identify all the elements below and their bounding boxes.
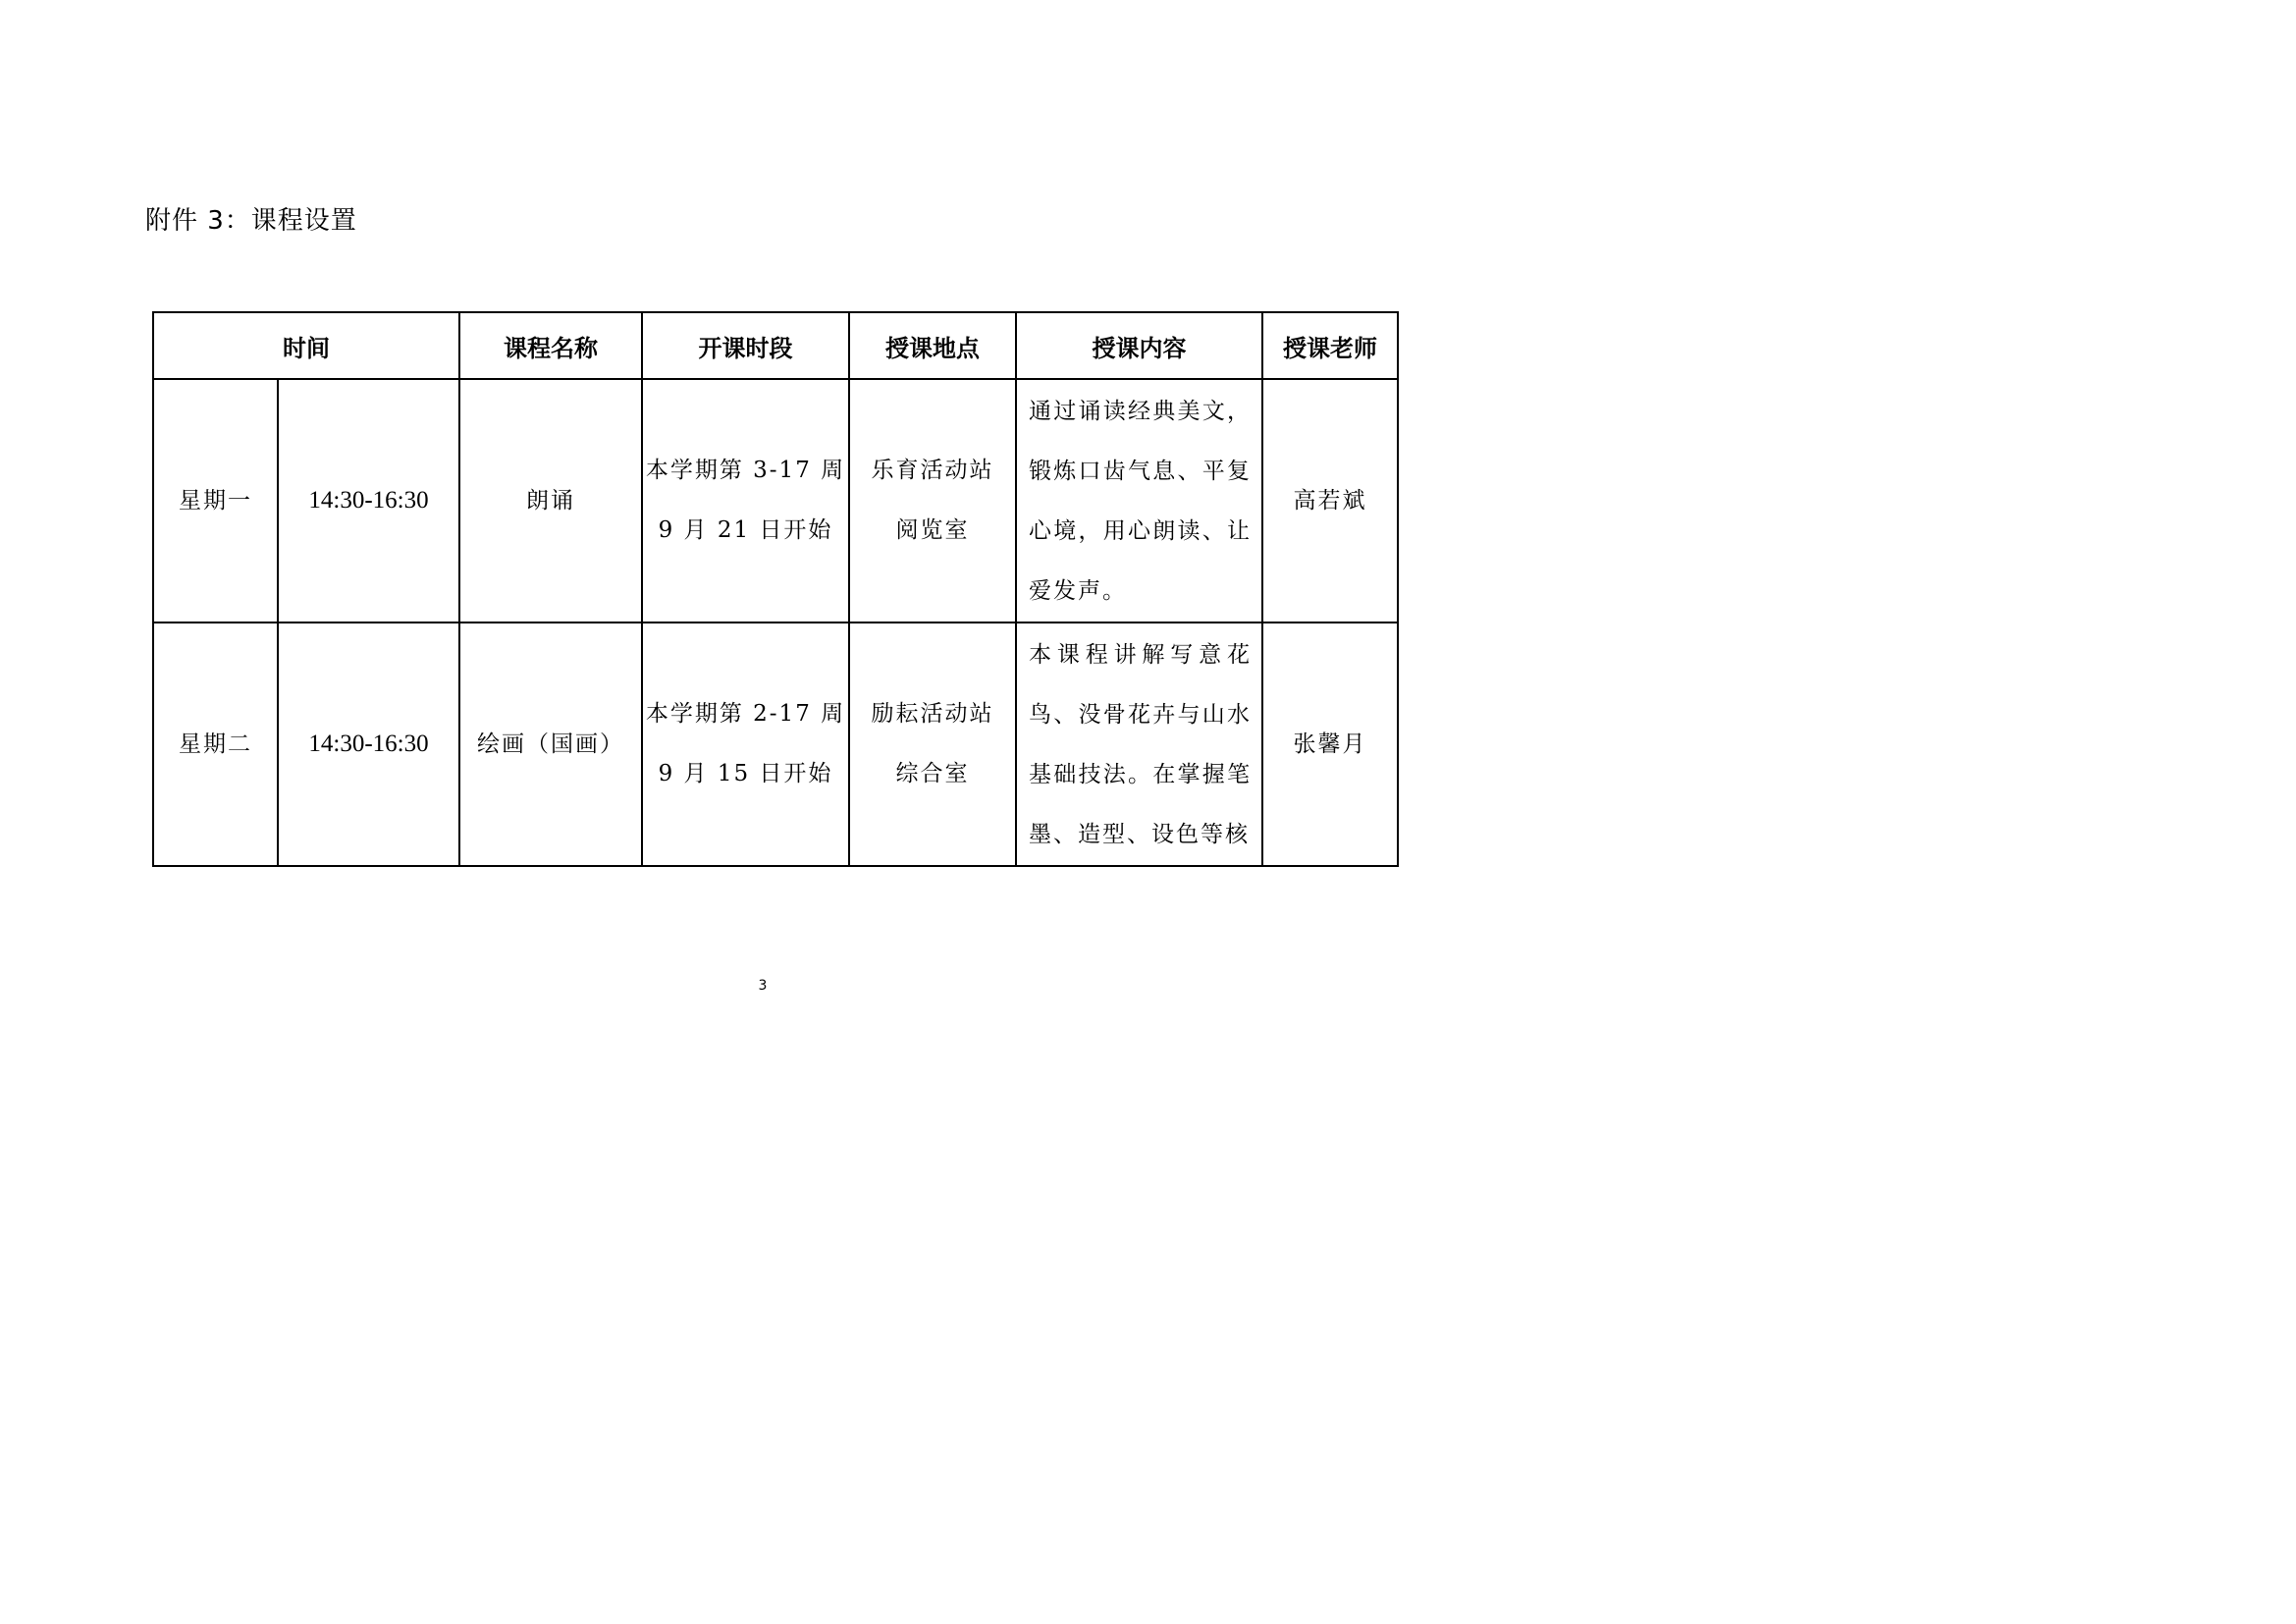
time-cell (278, 623, 459, 866)
course-name: 绘画（国画） (477, 731, 624, 757)
course-cell (459, 379, 642, 623)
header-location: 授课地点 (849, 312, 1016, 379)
header-course-name: 课程名称 (459, 312, 642, 379)
course-name: 朗诵 (526, 487, 575, 514)
content-text: 通过诵读经典美文，锻炼口齿气息、平复心境，用心朗读、让爱发声。 (1029, 399, 1252, 604)
period-line: 本学期第 3-17 周 (645, 458, 846, 483)
header-time: 时间 (153, 312, 459, 379)
time-text: 14:30-16:30 (308, 487, 429, 514)
table-row (153, 623, 1398, 866)
location-cell (849, 379, 1016, 623)
teacher-name: 高若斌 (1293, 487, 1367, 514)
content-cell (1016, 379, 1262, 623)
header-teacher: 授课老师 (1262, 312, 1398, 379)
day-text: 星期二 (179, 731, 252, 757)
course-schedule-table (152, 311, 1399, 867)
location-station: 励耘活动站 (871, 701, 994, 727)
period-start-line: 9 月 15 日开始 (658, 761, 833, 786)
time-cell (278, 379, 459, 623)
time-text: 14:30-16:30 (308, 731, 429, 757)
teacher-cell (1262, 623, 1398, 866)
document-title: 附件 3：课程设置 (145, 206, 357, 236)
page-number: 3 (758, 978, 768, 994)
period-line: 本学期第 2-17 周 (645, 701, 846, 727)
day-cell (153, 623, 278, 866)
location-cell (849, 623, 1016, 866)
teacher-cell (1262, 379, 1398, 623)
course-cell (459, 623, 642, 866)
content-text: 本课程讲解写意花鸟、没骨花卉与山水基础技法。在掌握笔墨、造型、设色等核 (1029, 642, 1252, 847)
period-cell (642, 379, 849, 623)
table-header-row (153, 312, 1398, 379)
location-room: 阅览室 (895, 517, 970, 543)
teacher-name: 张馨月 (1293, 731, 1367, 757)
location-room: 综合室 (895, 761, 970, 786)
day-text: 星期一 (179, 487, 252, 514)
period-cell (642, 623, 849, 866)
header-period: 开课时段 (642, 312, 849, 379)
table-row (153, 379, 1398, 623)
content-cell (1016, 623, 1262, 866)
location-station: 乐育活动站 (871, 458, 994, 483)
day-cell (153, 379, 278, 623)
header-content: 授课内容 (1016, 312, 1262, 379)
period-start-line: 9 月 21 日开始 (658, 517, 833, 543)
